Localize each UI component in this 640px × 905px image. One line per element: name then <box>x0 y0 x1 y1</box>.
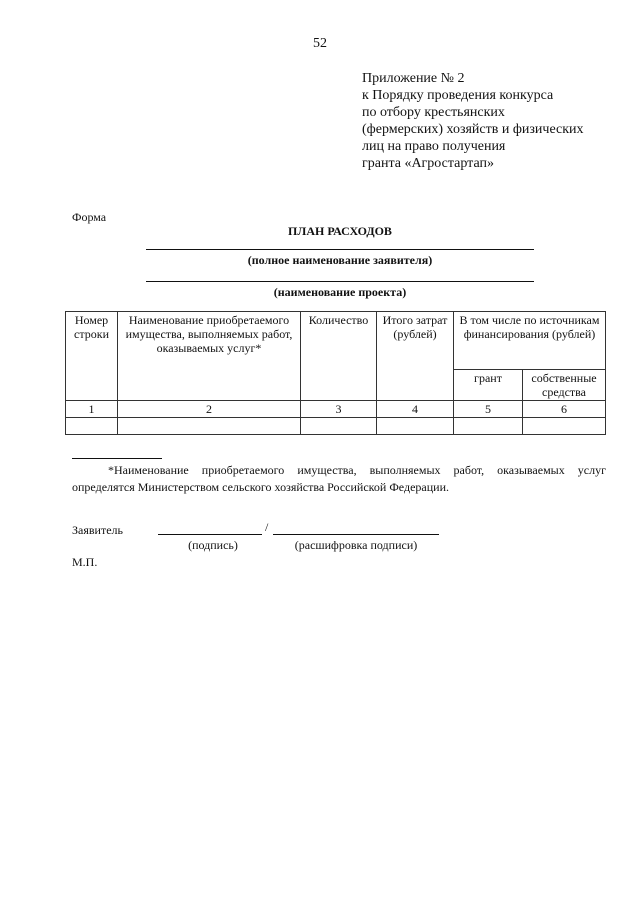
expenses-table <box>65 311 606 435</box>
document-title: ПЛАН РАСХОДОВ <box>288 224 392 238</box>
footnote <box>72 462 606 496</box>
appendix-line: лиц на право получения <box>362 139 506 154</box>
header-including: В том числе по источникам финансирования (рублей) <box>454 312 606 370</box>
footnote-text: *Наименование приобретаемого имущества, выполняемых работ, оказываемых услуг определятся Министерством сельского хозяйства Российской Федерации. <box>72 463 606 494</box>
signature-caption: (подпись) <box>188 538 238 552</box>
signature-decoding-caption: (расшифровка подписи) <box>294 538 418 552</box>
footnote-separator <box>72 458 162 459</box>
header-grant: грант <box>454 370 523 401</box>
signature-line <box>158 534 262 535</box>
signature-decoding-line <box>273 534 439 535</box>
column-number: 2 <box>118 401 301 418</box>
appendix-line: гранта «Агростартап» <box>362 156 494 171</box>
page-number: 52 <box>313 36 327 51</box>
table-row <box>66 418 606 435</box>
header-total: Итого затрат (рублей) <box>377 312 454 401</box>
empty-cell[interactable] <box>118 418 301 435</box>
stamp-place: М.П. <box>72 555 98 569</box>
empty-cell[interactable] <box>301 418 377 435</box>
project-name-line <box>146 281 534 282</box>
header-item-name: Наименование приобретаемого имущества, выполняемых работ, оказываемых услуг* <box>118 312 301 401</box>
column-number: 3 <box>301 401 377 418</box>
empty-cell[interactable] <box>66 418 118 435</box>
column-number: 6 <box>523 401 606 418</box>
empty-cell[interactable] <box>454 418 523 435</box>
signature-slash: / <box>265 520 269 534</box>
empty-cell[interactable] <box>377 418 454 435</box>
project-caption: (наименование проекта) <box>273 285 407 299</box>
column-number: 1 <box>66 401 118 418</box>
appendix-line: Приложение № 2 <box>362 71 465 86</box>
appendix-line: к Порядку проведения конкурса <box>362 88 554 103</box>
appendix-block <box>362 70 584 172</box>
applicant-name-line <box>146 249 534 250</box>
applicant-caption: (полное наименование заявителя) <box>247 253 433 267</box>
header-quantity: Количество <box>301 312 377 401</box>
applicant-label: Заявитель <box>72 523 123 537</box>
appendix-line: (фермерских) хозяйств и физических <box>362 122 584 137</box>
column-number: 4 <box>377 401 454 418</box>
form-label: Форма <box>72 210 107 224</box>
header-row-number: Номер строки <box>66 312 118 401</box>
empty-cell[interactable] <box>523 418 606 435</box>
column-number: 5 <box>454 401 523 418</box>
appendix-line: по отбору крестьянских <box>362 105 505 120</box>
header-own-funds: собственные средства <box>523 370 606 401</box>
